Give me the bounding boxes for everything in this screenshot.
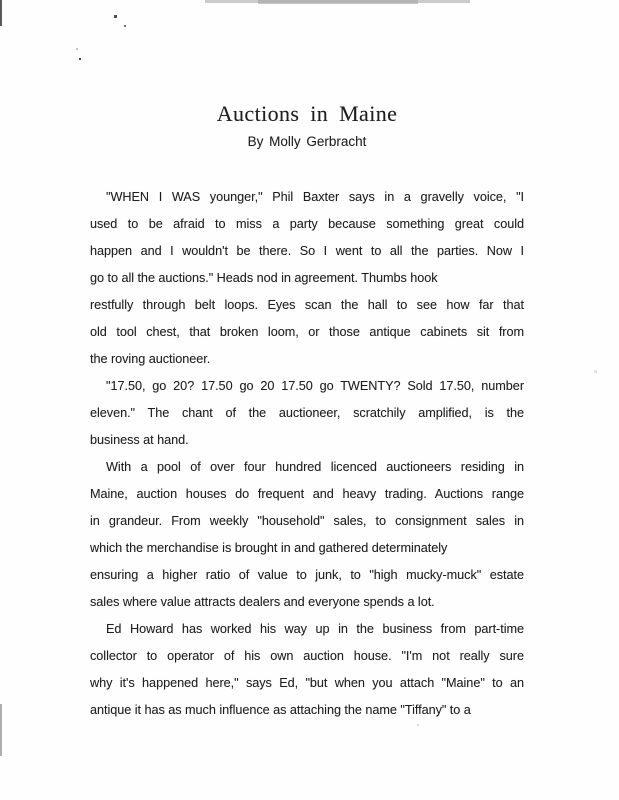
text-line: collector to operator of his own auction house. "I'm not really sure bbox=[90, 649, 524, 663]
paragraph bbox=[90, 616, 524, 724]
article bbox=[90, 184, 524, 724]
dust-speck bbox=[76, 48, 78, 50]
paragraph bbox=[90, 184, 524, 373]
text-line: Maine, auction houses do frequent and heavy trading. Auctions range bbox=[90, 487, 524, 501]
text-line: ensuring a higher ratio of value to junk, to "high mucky-muck" estate bbox=[90, 568, 524, 582]
text-line: "17.50, go 20? 17.50 go 20 17.50 go TWENTY? Sold 17.50, number bbox=[106, 379, 524, 393]
scan-artifact-left-edge-bottom bbox=[0, 704, 2, 756]
text-line: go to all the auctions." Heads nod in agreement. Thumbs hook bbox=[90, 271, 438, 285]
dust-speck bbox=[417, 724, 419, 726]
dust-speck bbox=[114, 15, 117, 18]
scan-artifact-top-band-dark bbox=[258, 0, 418, 4]
paragraph bbox=[90, 373, 524, 454]
text-line: the roving auctioneer. bbox=[90, 352, 211, 366]
text-line: used to be afraid to miss a party because something great could bbox=[90, 217, 524, 231]
page-title: Auctions in Maine bbox=[216, 101, 398, 126]
dust-speck bbox=[124, 25, 126, 27]
text-line: eleven." The chant of the auctioneer, scratchily amplified, is the bbox=[90, 406, 524, 420]
paragraph bbox=[90, 454, 524, 616]
scan-artifact-left-edge-top bbox=[0, 0, 2, 26]
text-line: restfully through belt loops. Eyes scan the hall to see how far that bbox=[90, 298, 524, 312]
dust-speck bbox=[594, 370, 597, 373]
text-line: "WHEN I WAS younger," Phil Baxter says in a gravelly voice, "I bbox=[106, 190, 524, 204]
text-line: happen and I wouldn't be there. So I went to all the parties. Now I bbox=[90, 244, 524, 258]
text-line: business at hand. bbox=[90, 433, 189, 447]
text-line: Ed Howard has worked his way up in the business from part-time bbox=[106, 622, 524, 636]
text-line: which the merchandise is brought in and gathered determinately bbox=[90, 541, 448, 555]
text-line: in grandeur. From weekly "household" sales, to consignment sales in bbox=[90, 514, 524, 528]
text-line: why it's happened here," says Ed, "but when you attach "Maine" to an bbox=[90, 676, 524, 690]
text-line: old tool chest, that broken loom, or those antique cabinets sit from bbox=[90, 325, 524, 339]
text-line: With a pool of over four hundred licenced auctioneers residing in bbox=[106, 460, 524, 474]
dust-speck bbox=[79, 58, 81, 60]
text-line: antique it has as much influence as attaching the name "Tiffany" to a bbox=[90, 703, 471, 717]
text-line: sales where value attracts dealers and everyone spends a lot. bbox=[90, 595, 435, 609]
byline: By Molly Gerbracht bbox=[247, 134, 367, 149]
